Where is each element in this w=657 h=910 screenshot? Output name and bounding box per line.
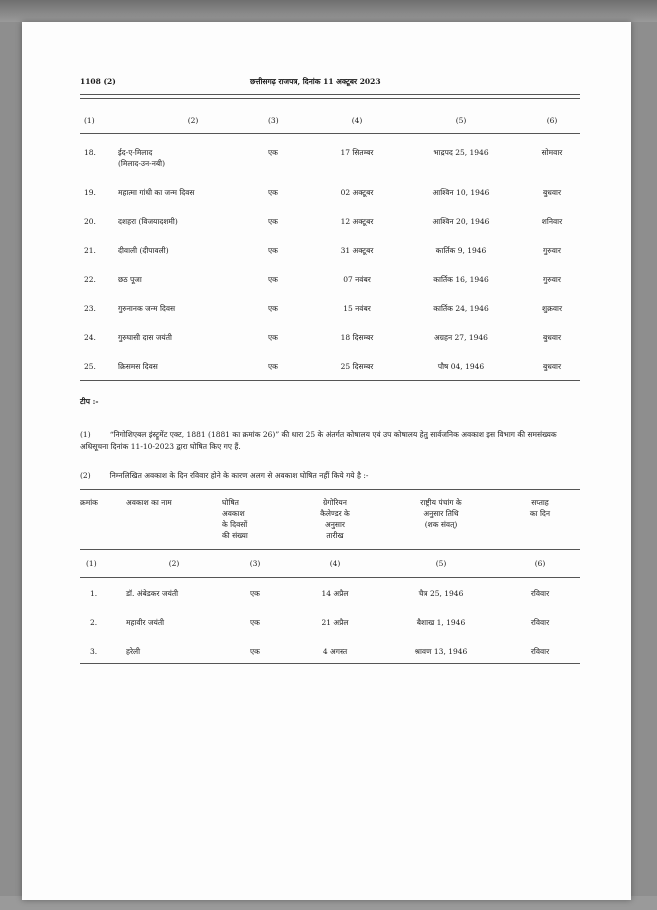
- gregorian-date: 02 अक्टूबर: [340, 188, 374, 197]
- col-number: (3): [249, 559, 261, 568]
- holiday-name-line: (मिलाद-उन-नबी): [118, 159, 166, 168]
- weekday: रविवार: [530, 589, 550, 598]
- day-count: एक: [268, 246, 278, 255]
- day-count: एक: [250, 618, 260, 627]
- note-paragraph-1: [80, 429, 580, 453]
- weekday: सोमवार: [541, 148, 563, 157]
- page-header: [80, 77, 580, 86]
- header-cell: [80, 497, 126, 541]
- holiday-name: दीवाली (दीपावली): [118, 246, 169, 255]
- viewer-background-top: [0, 0, 657, 22]
- table-row: [80, 274, 580, 285]
- holiday-name-line: ईद-ए-मिलाद: [118, 148, 153, 157]
- header-cell: [126, 497, 222, 541]
- saka-date: कार्तिक 24, 1946: [433, 304, 489, 313]
- header-line: अवकाश: [222, 509, 245, 518]
- holiday-name: डॉ. अंबेडकर जयंती: [126, 589, 179, 598]
- gregorian-date: 18 दिसम्बर: [340, 333, 374, 342]
- weekday: गुरुवार: [543, 275, 561, 284]
- saka-date: श्रावण 13, 1946: [414, 647, 468, 656]
- day-count: एक: [268, 333, 278, 342]
- day-count: एक: [250, 589, 260, 598]
- gregorian-date: 31 अक्टूबर: [340, 246, 374, 255]
- col-number: (1): [86, 559, 97, 568]
- note-number: (2): [80, 471, 91, 480]
- col-number: (5): [455, 116, 467, 125]
- holiday-name: हरेली: [126, 647, 141, 656]
- table-row: [80, 617, 580, 628]
- row-number: 22.: [84, 275, 96, 284]
- weekday: रविवार: [530, 647, 550, 656]
- saka-date: कार्तिक 16, 1946: [433, 275, 489, 284]
- holiday-name: दशहरा (विजयादशमी): [118, 217, 178, 226]
- day-count: एक: [268, 304, 278, 313]
- col-number: (4): [329, 559, 341, 568]
- col-number: (6): [534, 559, 546, 568]
- table-row: [80, 187, 580, 198]
- header-line: अनुसार: [325, 520, 345, 529]
- gazette-title: छत्तीसगढ़ राजपत्र, दिनांक 11 अक्टूबर 2023: [250, 76, 381, 86]
- sunday-holiday-table: [80, 489, 580, 664]
- weekday: रविवार: [530, 618, 550, 627]
- day-count: एक: [268, 217, 278, 226]
- col-number: (6): [546, 116, 558, 125]
- header-line: सप्ताह: [531, 498, 549, 507]
- table-row: [80, 134, 580, 169]
- header-line: कैलेण्डर के: [320, 509, 350, 518]
- saka-date: बैशाख 1, 1946: [416, 618, 466, 627]
- weekday: बुधवार: [542, 362, 562, 371]
- holiday-table: [80, 99, 580, 381]
- note-paragraph-2: [80, 471, 580, 481]
- holiday-name: क्रिसमस दिवस: [118, 362, 158, 371]
- day-count: एक: [268, 362, 278, 371]
- col-number: (2): [168, 559, 180, 568]
- saka-date: कार्तिक 9, 1946: [435, 246, 487, 255]
- table-bottom-rule: [80, 663, 580, 664]
- row-number: 19.: [84, 188, 96, 197]
- column-number-row: [80, 550, 580, 577]
- row-number: 1.: [90, 589, 98, 598]
- note-text: “निगोशिएबल इंस्ट्रूमेंट एक्ट, 1881 (1881 का क्रमांक 26)” की धारा 25 के अंतर्गत कोषालय एवं उप कोषालय हेतु सार्वजनिक अवकाश इस विभाग की समसंख्यक अधिसूचना दिनांक 11-10-2023 द्वारा घोषित किए गए हैं.: [80, 430, 557, 451]
- saka-date: भाद्रपद 25, 1946: [433, 148, 489, 157]
- row-number: 23.: [84, 304, 96, 313]
- header-cell: [500, 497, 580, 541]
- row-number: 3.: [90, 647, 98, 656]
- row-number: 25.: [84, 362, 96, 371]
- holiday-name: महात्मा गांधी का जन्म दिवस: [118, 188, 195, 197]
- header-line: (शक संवत्): [424, 520, 458, 529]
- saka-date: चैत्र 25, 1946: [418, 589, 464, 598]
- note-number: (1): [80, 430, 91, 439]
- gregorian-date: 17 सितम्बर: [340, 148, 374, 157]
- header-line: अनुसार तिथि: [423, 509, 459, 518]
- weekday: शनिवार: [541, 217, 563, 226]
- saka-date: पौष 04, 1946: [437, 362, 485, 371]
- table-header-row: [80, 490, 580, 549]
- holiday-name: महावीर जयंती: [126, 618, 165, 627]
- row-number: 24.: [84, 333, 96, 342]
- gregorian-date: 15 नवंबर: [343, 304, 371, 313]
- header-line: की संख्या: [222, 531, 248, 540]
- gregorian-date: 07 नवंबर: [343, 275, 371, 284]
- notes-section: [80, 397, 580, 481]
- col-number: (1): [84, 116, 95, 125]
- col-number: (3): [268, 116, 279, 125]
- page-content: [80, 77, 580, 664]
- weekday: बुधवार: [542, 333, 562, 342]
- header-line: तारीख: [326, 531, 344, 540]
- header-line: क्रमांक: [80, 498, 98, 507]
- col-number: (5): [435, 559, 447, 568]
- header-line: ग्रेगोरियन: [323, 498, 347, 507]
- holiday-name: गुरुनानक जन्म दिवस: [118, 304, 176, 313]
- day-count: एक: [268, 188, 278, 197]
- table-row: [80, 245, 580, 256]
- saka-date: आश्विन 10, 1946: [432, 188, 490, 197]
- header-line: अवकाश का नाम: [126, 498, 172, 507]
- day-count: एक: [268, 148, 278, 157]
- table-row: [80, 578, 580, 599]
- saka-date: अग्रहन 27, 1946: [434, 333, 488, 342]
- header-cell: [222, 497, 288, 541]
- gregorian-date: 14 अप्रैल: [321, 589, 349, 598]
- table-row: [80, 332, 580, 343]
- col-number: (2): [187, 116, 199, 125]
- saka-date: आश्विन 20, 1946: [432, 217, 490, 226]
- row-number: 2.: [90, 618, 98, 627]
- holiday-name: गुरुघासी दास जयंती: [118, 333, 172, 342]
- weekday: गुरुवार: [543, 246, 561, 255]
- holiday-name: छठ पूजा: [118, 275, 142, 284]
- gregorian-date: 21 अप्रैल: [321, 618, 349, 627]
- header-line: राष्ट्रीय पंचांग के: [420, 498, 462, 507]
- gregorian-date: 12 अक्टूबर: [340, 217, 374, 226]
- notes-title: टीप :-: [80, 397, 99, 406]
- gregorian-date: 25 दिसम्बर: [340, 362, 374, 371]
- page-number: 1108 (2): [80, 77, 116, 86]
- table-row: [80, 361, 580, 372]
- day-count: एक: [250, 647, 260, 656]
- note-text: निम्नलिखित अवकाश के दिन रविवार होने के कारण अलग से अवकाश घोषित नहीं किये गये है :-: [109, 471, 369, 480]
- table-row: [80, 216, 580, 227]
- gregorian-date: 4 अगस्त: [322, 647, 348, 656]
- holiday-name: [118, 147, 268, 169]
- row-number: 18.: [84, 148, 96, 157]
- row-number: 21.: [84, 246, 96, 255]
- day-count: एक: [268, 275, 278, 284]
- header-cell: [382, 497, 500, 541]
- document-page: [22, 22, 631, 900]
- row-number: 20.: [84, 217, 96, 226]
- table-row: [80, 646, 580, 657]
- header-cell: [288, 497, 382, 541]
- col-number: (4): [351, 116, 363, 125]
- table-bottom-rule: [80, 380, 580, 381]
- weekday: शुक्रवार: [541, 304, 563, 313]
- table-row: [80, 303, 580, 314]
- header-line: का दिन: [529, 509, 551, 518]
- column-number-row: [80, 99, 580, 133]
- header-line: घोषित: [222, 498, 239, 507]
- header-line: के दिवसों: [222, 520, 248, 529]
- weekday: बुधवार: [542, 188, 562, 197]
